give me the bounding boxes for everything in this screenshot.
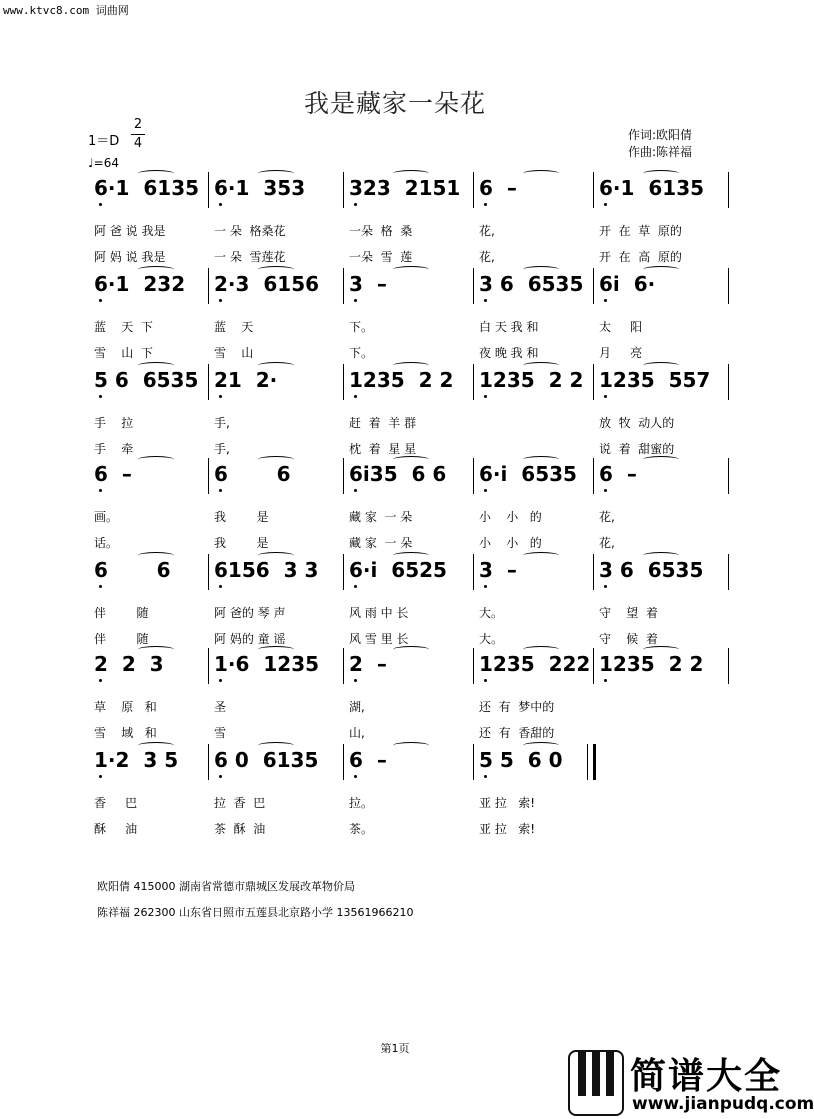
slur-mark: [258, 170, 294, 177]
slur-mark: [523, 552, 559, 559]
lyric-line-2: [88, 344, 728, 360]
lyric-measure: 伴 随: [94, 632, 149, 646]
octave-dot: [219, 679, 222, 682]
bar-line: [587, 744, 596, 780]
lyric-measure: 雪: [214, 726, 227, 740]
measure-notes: 6·i 6525: [349, 558, 447, 582]
lyric-measure: 大。: [479, 606, 504, 620]
octave-dot: [484, 585, 487, 588]
lyric-measure: 夜 晚 我 和: [479, 346, 539, 360]
lyric-measure: 山,: [349, 726, 365, 740]
octave-dot: [604, 679, 607, 682]
octave-dot: [484, 395, 487, 398]
notation-system: [88, 364, 728, 400]
lyric-line-2: [88, 630, 728, 646]
measure-notes: 21 2·: [214, 368, 278, 392]
slur-mark: [523, 646, 559, 653]
slur-mark: [258, 646, 294, 653]
lyric-line-1: [88, 604, 728, 620]
octave-dot: [99, 585, 102, 588]
measure-notes: 6 –: [599, 462, 637, 486]
lyric-measure: 花,: [599, 536, 615, 550]
octave-dot: [99, 299, 102, 302]
octave-dot: [354, 203, 357, 206]
lyric-measure: 花,: [599, 510, 615, 524]
bar-line: [343, 458, 344, 494]
lyric-measure: 一 朵 雪莲花: [214, 250, 286, 264]
octave-dot: [99, 489, 102, 492]
lyric-measure: 月 亮: [599, 346, 643, 360]
lyric-measure: 亚 拉 索!: [479, 822, 536, 836]
octave-dot: [354, 679, 357, 682]
lyric-measure: 话。: [94, 536, 119, 550]
lyric-measure: 伴 随: [94, 606, 149, 620]
logo-brand: 简谱大全: [630, 1056, 783, 1097]
lyric-line-1: [88, 318, 728, 334]
lyric-measure: 说 着 甜蜜的: [599, 442, 675, 456]
lyric-measure: 一朵 雪 莲: [349, 250, 413, 264]
bar-line: [728, 172, 729, 208]
slur-mark: [258, 362, 294, 369]
octave-dot: [354, 489, 357, 492]
notation-system: [88, 268, 728, 304]
lyric-line-2: [88, 248, 728, 264]
bar-line: [343, 648, 344, 684]
lyric-measure: 小 小 的: [479, 536, 542, 550]
measure-notes: 6 –: [479, 176, 517, 200]
lyric-line-1: [88, 222, 728, 238]
lyric-line-1: [88, 698, 728, 714]
key-signature: 1＝D: [88, 134, 120, 149]
lyric-measure: 手,: [214, 442, 230, 456]
bar-line: [593, 648, 594, 684]
bar-line: [343, 268, 344, 304]
slur-mark: [393, 266, 429, 273]
octave-dot: [219, 585, 222, 588]
slur-mark: [643, 456, 679, 463]
notation-system: [88, 458, 728, 494]
measure-notes: 6 0 6135: [214, 748, 319, 772]
lyric-measure: 雪 山: [214, 346, 254, 360]
lyric-measure: 雪 域 和: [94, 726, 157, 740]
octave-dot: [484, 679, 487, 682]
bar-line: [208, 648, 209, 684]
bar-line: [208, 744, 209, 780]
lyric-measure: 藏 家 一 朵: [349, 536, 413, 550]
lyric-measure: 雪 山 下: [94, 346, 153, 360]
lyric-measure: 花,: [479, 250, 495, 264]
bar-line: [473, 364, 474, 400]
measure-notes: 2 –: [349, 652, 387, 676]
bar-line: [593, 458, 594, 494]
lyric-measure: 大。: [479, 632, 504, 646]
octave-dot: [99, 395, 102, 398]
lyric-measure: 还 有 梦中的: [479, 700, 555, 714]
slur-mark: [258, 456, 294, 463]
measure-notes: 3 6 6535: [479, 272, 584, 296]
lyric-measure: 阿 妈的 童 谣: [214, 632, 286, 646]
octave-dot: [219, 395, 222, 398]
bar-line: [593, 364, 594, 400]
slur-mark: [523, 456, 559, 463]
bar-line: [473, 172, 474, 208]
bar-line: [208, 172, 209, 208]
lyric-measure: 茶 酥 油: [214, 822, 266, 836]
lyric-measure: 藏 家 一 朵: [349, 510, 413, 524]
lyric-measure: 我 是: [214, 536, 269, 550]
bar-line: [473, 458, 474, 494]
slur-mark: [523, 362, 559, 369]
bar-line: [343, 554, 344, 590]
octave-dot: [99, 679, 102, 682]
lyric-measure: 小 小 的: [479, 510, 542, 524]
octave-dot: [354, 299, 357, 302]
bar-line: [728, 458, 729, 494]
slur-mark: [138, 646, 174, 653]
measure-notes: 1235 557: [599, 368, 711, 392]
slur-mark: [523, 742, 559, 749]
measure-notes: 6·1 353: [214, 176, 306, 200]
lyricist: 作词:欧阳倩: [628, 128, 693, 142]
measure-notes: 3 6 6535: [599, 558, 704, 582]
measure-notes: 6 6: [94, 558, 171, 582]
lyric-measure: 湖,: [349, 700, 365, 714]
octave-dot: [354, 395, 357, 398]
lyric-measure: 拉。: [349, 796, 374, 810]
lyric-measure: 开 在 草 原的: [599, 224, 682, 238]
lyric-measure: 赶 着 羊 群: [349, 416, 417, 430]
time-signature: [131, 117, 145, 152]
octave-dot: [604, 489, 607, 492]
slur-mark: [523, 170, 559, 177]
lyric-measure: 守 望 着: [599, 606, 658, 620]
measure-notes: 6 –: [349, 748, 387, 772]
lyric-measure: 枕 着 星 星: [349, 442, 417, 456]
footer-line-1: 欧阳倩 415000 湖南省常德市鼎城区发展改革物价局: [97, 880, 355, 893]
notation-system: [88, 172, 728, 208]
measure-notes: 6i 6·: [599, 272, 656, 296]
octave-dot: [604, 395, 607, 398]
lyric-measure: 香 巴: [94, 796, 138, 810]
site-logo: [568, 1048, 814, 1119]
slur-mark: [138, 552, 174, 559]
time-signature-bottom: 4: [133, 136, 143, 151]
lyric-measure: 画。: [94, 510, 119, 524]
notation-system: [88, 554, 728, 590]
measure-notes: 1·6 1235: [214, 652, 320, 676]
lyric-line-2: [88, 820, 728, 836]
lyric-measure: 下。: [349, 346, 374, 360]
slur-mark: [393, 742, 429, 749]
bar-line: [473, 744, 474, 780]
lyric-measure: 手 拉: [94, 416, 134, 430]
octave-dot: [604, 585, 607, 588]
bar-line: [473, 554, 474, 590]
lyric-measure: 阿 爸的 琴 声: [214, 606, 286, 620]
tempo-marking: ♩=64: [88, 156, 119, 170]
lyric-line-2: [88, 724, 728, 740]
slur-mark: [138, 742, 174, 749]
bar-line: [208, 364, 209, 400]
octave-dot: [219, 299, 222, 302]
bar-line: [728, 648, 729, 684]
octave-dot: [484, 489, 487, 492]
octave-dot: [219, 489, 222, 492]
slur-mark: [643, 552, 679, 559]
notation-system: [88, 744, 728, 780]
lyric-measure: 蓝 天: [214, 320, 254, 334]
lyric-measure: 花,: [479, 224, 495, 238]
lyric-measure: 白 天 我 和: [479, 320, 539, 334]
lyric-measure: 一 朵 格桑花: [214, 224, 286, 238]
lyric-measure: 我 是: [214, 510, 269, 524]
bar-line: [473, 268, 474, 304]
measure-notes: 6·i 6535: [479, 462, 577, 486]
bar-line: [593, 172, 594, 208]
bar-line: [593, 554, 594, 590]
measure-notes: 5 6 6535: [94, 368, 199, 392]
octave-dot: [484, 775, 487, 778]
lyric-measure: 手 牵: [94, 442, 134, 456]
lyric-measure: 蓝 天 下: [94, 320, 153, 334]
lyric-line-2: [88, 440, 728, 456]
bar-line: [593, 268, 594, 304]
slur-mark: [643, 266, 679, 273]
slur-mark: [393, 456, 429, 463]
lyric-line-1: [88, 794, 728, 810]
lyric-measure: 亚 拉 索!: [479, 796, 536, 810]
octave-dot: [484, 203, 487, 206]
lyric-measure: 草 原 和: [94, 700, 157, 714]
measure-notes: 2 2 3: [94, 652, 164, 676]
measure-notes: 6 6: [214, 462, 291, 486]
time-signature-top: 2: [133, 117, 143, 132]
bar-line: [728, 268, 729, 304]
slur-mark: [258, 742, 294, 749]
slur-mark: [393, 362, 429, 369]
bar-line: [728, 554, 729, 590]
octave-dot: [604, 203, 607, 206]
lyric-measure: 太 阳: [599, 320, 643, 334]
measure-notes: 6·1 232: [94, 272, 186, 296]
logo-url: www.jianpudq.com: [632, 1094, 814, 1114]
composer: 作曲:陈祥福: [628, 145, 693, 159]
bar-line: [343, 172, 344, 208]
lyric-measure: 圣: [214, 700, 227, 714]
lyric-measure: 开 在 高 原的: [599, 250, 682, 264]
lyric-measure: 守 候 着: [599, 632, 658, 646]
notation-system: [88, 648, 728, 684]
measure-notes: 6·1 6135: [94, 176, 200, 200]
octave-dot: [354, 775, 357, 778]
bar-line: [208, 554, 209, 590]
measure-notes: 1·2 3 5: [94, 748, 179, 772]
measure-notes: 1235 222: [479, 652, 591, 676]
measure-notes: 1235 2 2: [349, 368, 454, 392]
lyric-line-1: [88, 508, 728, 524]
slur-mark: [138, 362, 174, 369]
measure-notes: 6 –: [94, 462, 132, 486]
slur-mark: [138, 266, 174, 273]
lyric-measure: 下。: [349, 320, 374, 334]
slur-mark: [138, 456, 174, 463]
bar-line: [343, 744, 344, 780]
octave-dot: [99, 775, 102, 778]
slur-mark: [643, 170, 679, 177]
lyric-measure: 阿 爸 说 我是: [94, 224, 166, 238]
octave-dot: [484, 299, 487, 302]
credits: [628, 127, 692, 161]
measure-notes: 6i35 6 6: [349, 462, 447, 486]
page-number: 第1页: [380, 1042, 410, 1055]
lyric-measure: 还 有 香甜的: [479, 726, 555, 740]
lyric-measure: 茶。: [349, 822, 374, 836]
measure-notes: 323 2151: [349, 176, 461, 200]
slur-mark: [393, 552, 429, 559]
lyric-measure: 风 雨 中 长: [349, 606, 409, 620]
lyric-measure: 阿 妈 说 我是: [94, 250, 166, 264]
song-title: 我是藏家一朵花: [303, 89, 486, 118]
site-header: www.ktvc8.com 词曲网: [3, 4, 129, 17]
slur-mark: [643, 362, 679, 369]
measure-notes: 1235 2 2: [599, 652, 704, 676]
measure-notes: 5 5 6 0: [479, 748, 563, 772]
bar-line: [473, 648, 474, 684]
lyric-line-1: [88, 414, 728, 430]
bar-line: [208, 268, 209, 304]
measure-notes: 1235 2 2: [479, 368, 584, 392]
lyric-measure: 酥 油: [94, 822, 138, 836]
bar-line: [728, 364, 729, 400]
octave-dot: [219, 203, 222, 206]
lyric-line-2: [88, 534, 728, 550]
slur-mark: [523, 266, 559, 273]
measure-notes: 6·1 6135: [599, 176, 705, 200]
lyric-measure: 手,: [214, 416, 230, 430]
octave-dot: [604, 299, 607, 302]
measure-notes: 3 –: [349, 272, 387, 296]
lyric-measure: 一朵 格 桑: [349, 224, 413, 238]
bar-line: [343, 364, 344, 400]
octave-dot: [219, 775, 222, 778]
bar-line: [208, 458, 209, 494]
slur-mark: [393, 646, 429, 653]
measure-notes: 6156 3 3: [214, 558, 319, 582]
slur-mark: [643, 646, 679, 653]
measure-notes: 2·3 6156: [214, 272, 320, 296]
piano-icon: [568, 1050, 624, 1116]
slur-mark: [138, 170, 174, 177]
lyric-measure: 拉 香 巴: [214, 796, 266, 810]
footer-line-2: 陈祥福 262300 山东省日照市五莲县北京路小学 13561966210: [97, 906, 414, 919]
slur-mark: [258, 552, 294, 559]
lyric-measure: 放 牧 动人的: [599, 416, 675, 430]
measure-notes: 3 –: [479, 558, 517, 582]
octave-dot: [354, 585, 357, 588]
slur-mark: [258, 266, 294, 273]
lyric-measure: 风 雪 里 长: [349, 632, 409, 646]
slur-mark: [393, 170, 429, 177]
octave-dot: [99, 203, 102, 206]
